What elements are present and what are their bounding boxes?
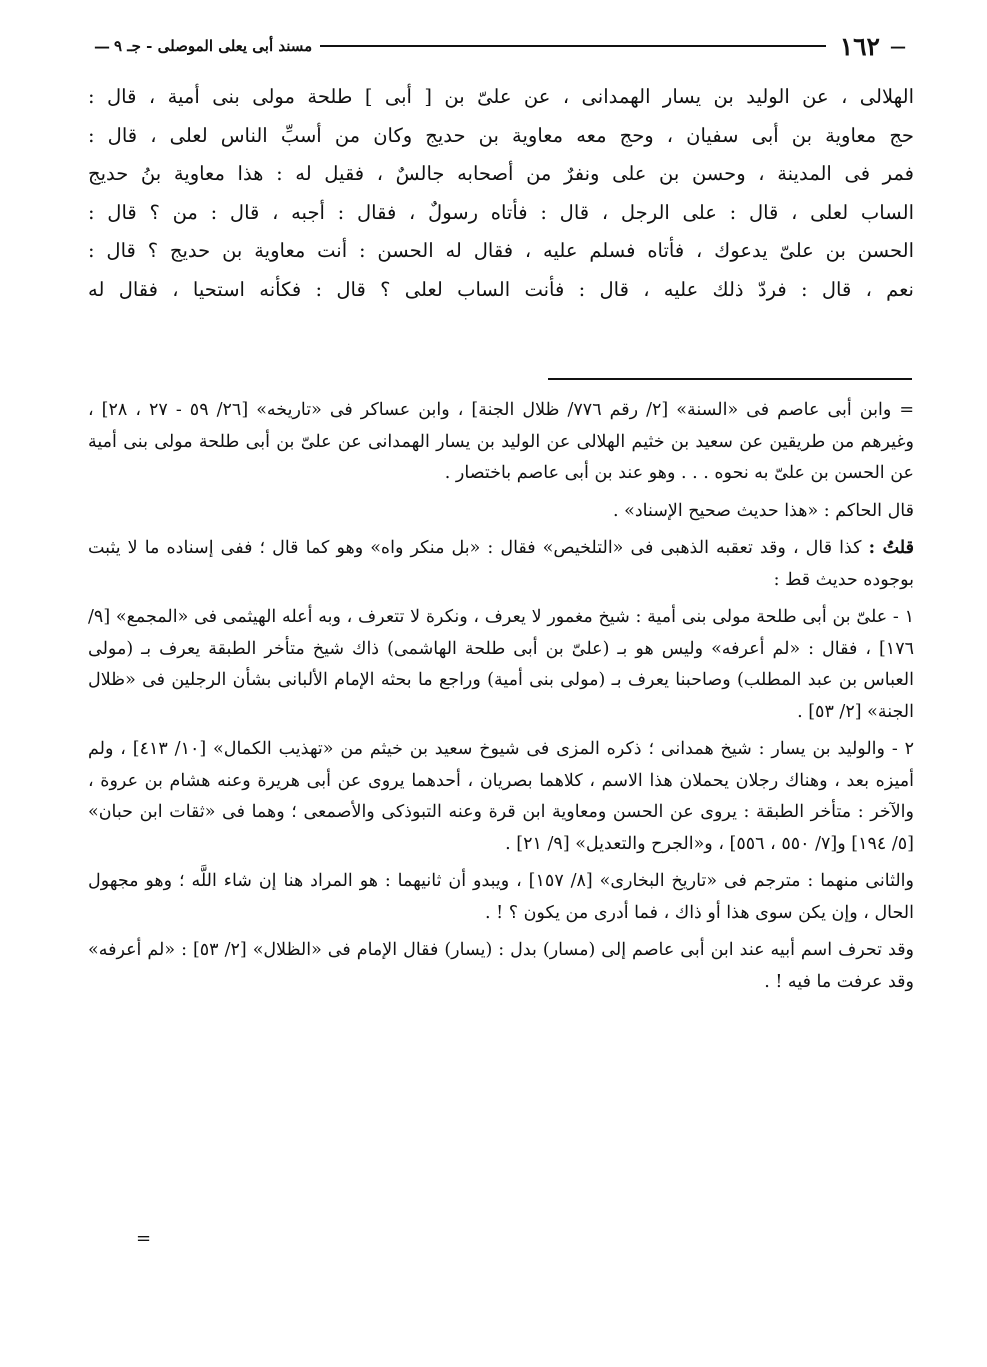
header-dash: — <box>890 36 906 56</box>
main-line: الهلالى ، عن الوليد بن يسار الهمدانى ، عن علىّ بن [ أبى ] طلحة مولى بنى أمية ، قال : <box>88 85 914 108</box>
footnote-text: كذا قال ، وقد تعقبه الذهبى فى «التلخيص» فقال : «بل منكر واه» وهو كما قال ؛ ففى إسناده ما لا يثبت بوجوده حديث قط : <box>88 538 914 590</box>
footnote-separator <box>548 378 912 380</box>
main-text <box>88 78 914 309</box>
main-line: الساب لعلى ، قال : على الرجل ، قال : فأتاه رسولٌ ، فقال : أجبه ، قال : من ؟ قال : <box>88 200 914 224</box>
continuation-mark: = <box>136 1228 152 1249</box>
main-line: حج معاوية بن أبى سفيان ، وحج معه معاوية بن حديج وكان من أسبِّ الناس لعلى ، قال : <box>88 123 914 147</box>
header-dash-end: — <box>94 36 110 56</box>
header-rule <box>320 45 826 47</box>
footnote-paragraph: ١ - علىّ بن أبى طلحة مولى بنى أمية : شيخ مغمور لا يعرف ، ونكرة لا تتعرف ، وبه أعله الهيثمى فى «المجمع» [٩/ ١٧٦] ، فقال : «لم أعرفه» وليس هو بـ (علىّ بن أبى طلحة الهاشمى) ذاك شيخ متأخر الطبقة يعرف بـ (مولى العباس بن عبد المطلب) وصاحبنا يعرف بـ (مولى بنى أمية) وراجع ما بحثه الإمام الألبانى بشأن الرجلين فى «ظلال الجنة» [٢/ ٥٣] . <box>88 607 914 722</box>
main-line: الحسن بن علىّ يدعوك ، فأتاه فسلم عليه ، فقال له الحسن : أنت معاوية بن حديج ؟ قال : <box>88 239 914 262</box>
footnotes <box>88 395 914 1004</box>
book-title: مسند أبى يعلى الموصلى - جـ ٩ <box>114 37 313 55</box>
page-header <box>90 26 910 66</box>
main-line: نعم ، قال : فردّ ذلك عليه ، قال : فأنت الساب لعلى ؟ قال : فكأنه استحيا ، فقال له <box>88 277 914 301</box>
footnote-paragraph: قال الحاكم : «هذا حديث صحيح الإسناد» . <box>612 500 914 521</box>
footnote-paragraph: ٢ - والوليد بن يسار : شيخ همدانى ؛ ذكره المزى فى شيوخ سعيد بن خيثم من «تهذيب الكمال» [١٠/ ٤١٣] ، ولم أميزه بعد ، وهناك رجلان يحملان هذا الاسم ، كلاهما بصريان ، أحدهما يروى عن أبى هريرة وعنه هشام بن عروة ، والآخر : متأخر الطبقة : يروى عن الحسن ومعاوية ابن قرة وعنه التبوذكى والأصمعى ؛ وهما فى «ثقات ابن حبان» [٥/ ١٩٤] و[٧/ ٥٥٠ ، ٥٥٦] ، و«الجرح والتعديل» [٩/ ٢١] . <box>88 739 915 854</box>
page-number: ١٦٢ <box>839 31 880 61</box>
footnote-paragraph: = وابن أبى عاصم فى «السنة» [٢/ رقم ٧٧٦/ ظلال الجنة] ، وابن عساكر فى «تاريخه» [٢٦/ ٥٩ - ٢٧ ، ٢٨] ، وغيرهم من طريقين عن سعيد بن خثيم الهلالى عن الوليد بن يسار الهمدانى عن علىّ بن أبى طلحة مولى بنى أمية عن الحسن بن علىّ به نحوه . . . وهو عند بن أبى عاصم باختصار . <box>88 400 914 483</box>
footnote-lead: قلتُ : <box>868 538 914 558</box>
footnote-paragraph: والثانى منهما : مترجم فى «تاريخ البخارى» [٨/ ١٥٧] ، ويبدو أن ثانيهما : هو المراد هنا إن شاء اللَّه ؛ وهو مجهول الحال ، وإن يكن سوى هذا أو ذاك ، فما أدرى من يكون ؟ ! . <box>88 871 914 923</box>
footnote-paragraph <box>88 533 914 596</box>
footnote-paragraph: وقد تحرف اسم أبيه عند ابن أبى عاصم إلى (مسار) بدل : (يسار) فقال الإمام فى «الظلال» [٢/ ٥٣] : «لم أعرفه» وقد عرفت ما فيه ! . <box>88 940 915 992</box>
main-line: فمر فى المدينة ، وحسن بن على ونفرٌ من أصحابه جالسٌ ، فقيل له : هذا معاوية بنُ حديج <box>88 162 914 185</box>
